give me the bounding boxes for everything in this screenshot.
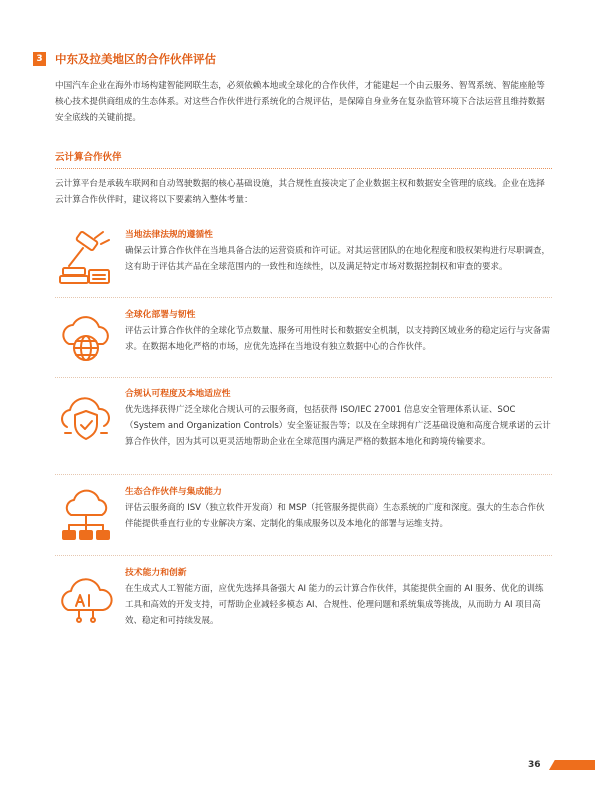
criterion-title: 生态合作伙伴与集成能力 [125,487,222,497]
subsection-divider [55,168,552,169]
section-intro: 中国汽车企业在海外市场构建智能网联生态，必须依赖本地或全球化的合作伙伴，才能建起一个由云服务、智驾系统、智能座舱等核心技术提供商组成的生态体系。对这些合作伙伴进行系统化的合规评估，是保障自身业务在复杂监管环境下合法运营且维持数据安全底线的关键前提。 [55,81,545,123]
section-title: 中东及拉美地区的合作伙伴评估 [55,52,216,66]
subsection-intro: 云计算平台是承载车联网和自动驾驶数据的核心基础设施，其合规性直接决定了企业数据主权和数据安全管理的底线。企业在选择云计算合作伙伴时，建议将以下要素纳入整体考量： [55,179,545,205]
cloud-network-icon [55,485,117,547]
item-divider [55,377,552,378]
criterion-title: 合规认可程度及本地适应性 [125,389,231,399]
criterion-text: 在生成式人工智能方面，应优先选择具备强大 AI 能力的云计算合作伙伴，其能提供全面的 AI 服务、优化的训练工具和高效的开发支持，可帮助企业减轻多模态 AI、合规性、伦理问题和系统集成等挑战，从而助力 AI 项目高效、稳定和可持续发展。 [125,584,544,626]
ai-cloud-icon [55,566,117,628]
item-divider [55,297,552,298]
criterion-text: 确保云计算合作伙伴在当地具备合法的运营资质和许可证。对其运营团队的在地化程度和股权架构进行尽职调查，这有助于评估其产品在全球范围内的一致性和连续性，以及满足特定市场对数据控制权和审查的要求。 [125,246,551,272]
corner-accent-bar [549,760,595,770]
criterion-title: 当地法律法规的遵循性 [125,230,213,240]
gavel-icon [55,228,117,290]
item-divider [55,474,552,475]
criterion-text: 优先选择获得广泛全球化合规认可的云服务商，包括获得 ISO/IEC 27001 信息安全管理体系认证、SOC（System and Organization Controls）安全鉴证报告等；以及在全球拥有广泛基础设施和高度合规承诺的云计算合作伙伴，因为其可以更灵活地帮助企业在全球范围内满足严格的数据本地化和跨境传输要求。 [125,405,551,447]
subsection-title: 云计算合作伙伴 [55,152,122,163]
page-number: 36 [528,760,541,770]
item-divider [55,555,552,556]
criterion-title: 全球化部署与韧性 [125,310,196,320]
shield-cloud-icon [55,387,117,449]
global-cloud-icon [55,308,117,370]
criterion-text: 评估云服务商的 ISV（独立软件开发商）和 MSP（托管服务提供商）生态系统的广度和深度。强大的生态合作伙伴能提供垂直行业的专业解决方案、定制化的集成服务以及本地化的部署与运维支持。 [125,503,545,529]
section-number-badge: 3 [33,52,46,66]
criterion-text: 评估云计算合作伙伴的全球化节点数量、服务可用性时长和数据安全机制，以支持跨区域业务的稳定运行与灾备需求。在数据本地化严格的市场，应优先选择在当地设有独立数据中心的合作伙伴。 [125,326,551,352]
criterion-title: 技术能力和创新 [125,568,187,578]
